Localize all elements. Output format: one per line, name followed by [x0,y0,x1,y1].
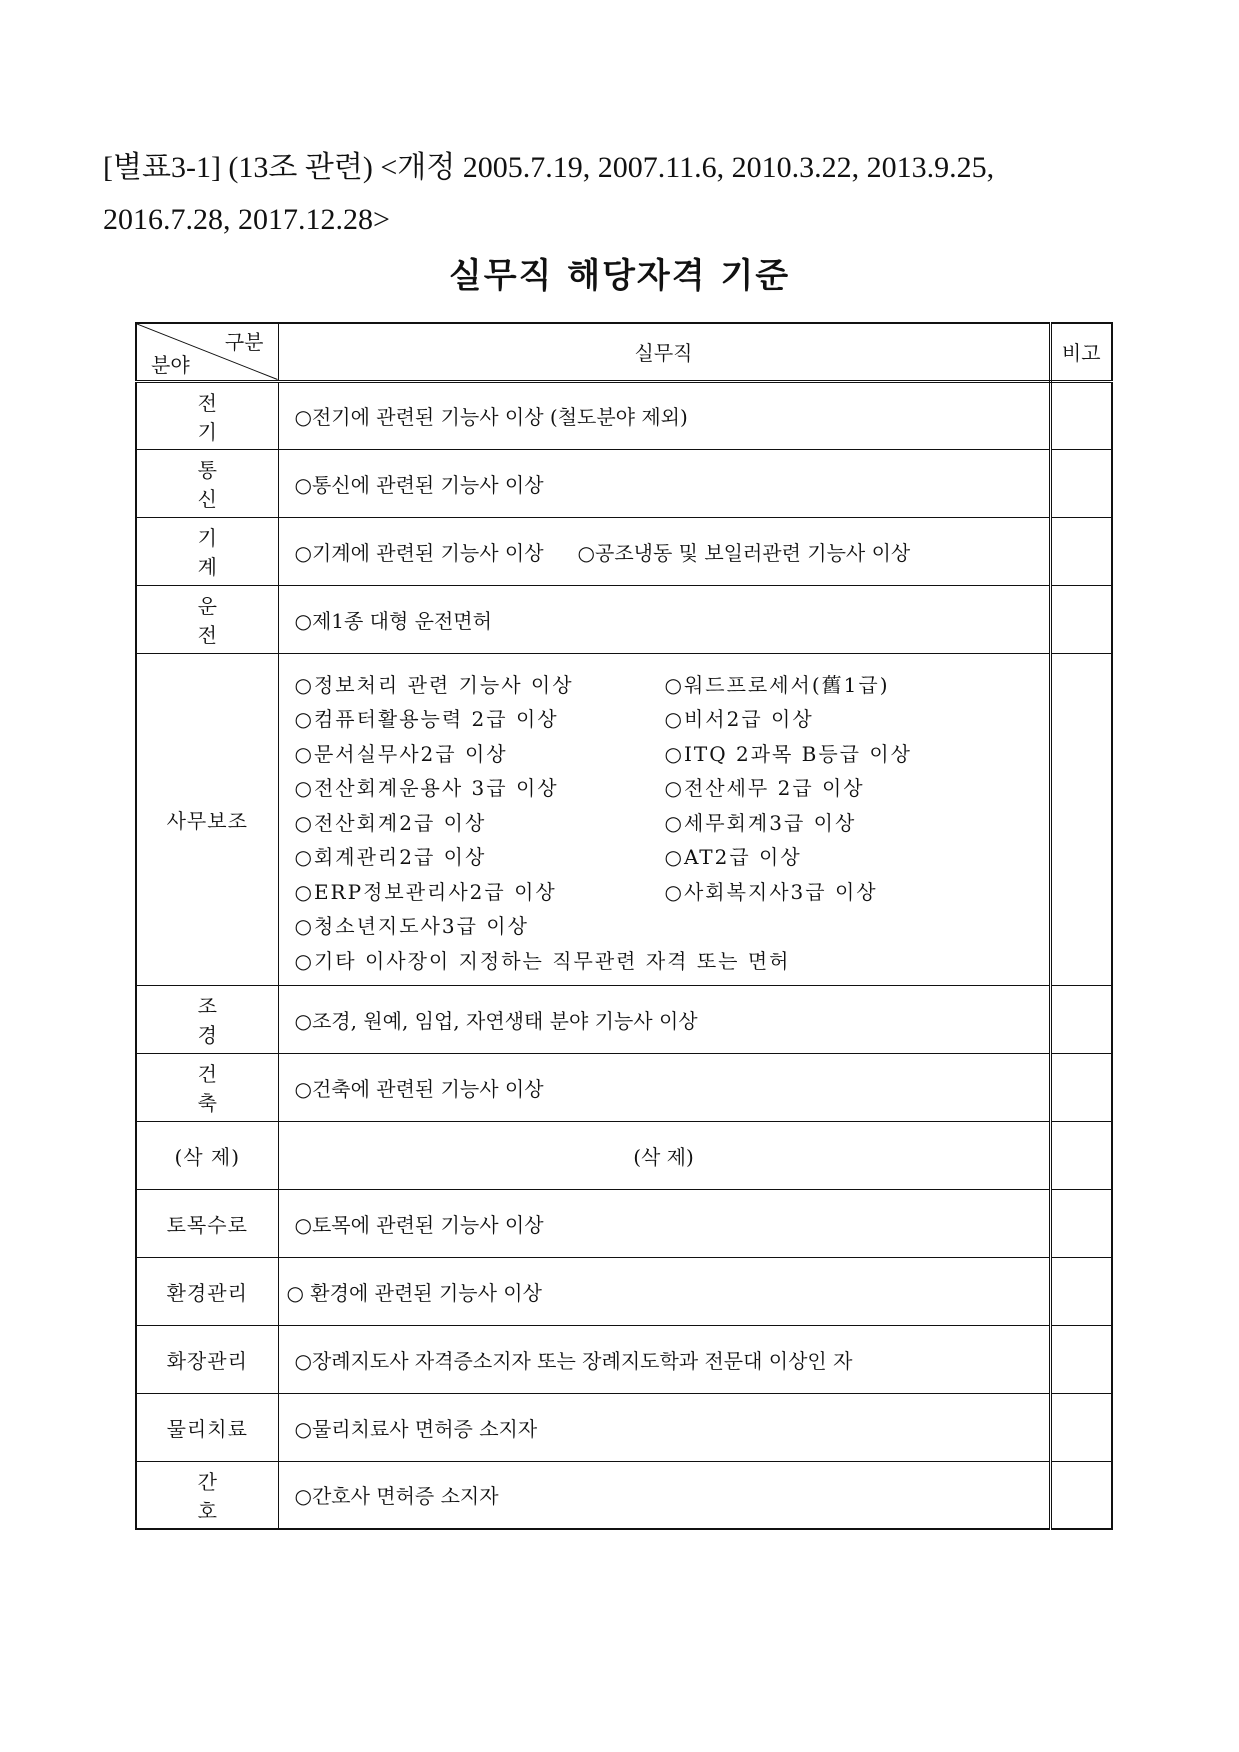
qualification-item: ○전산회계운용사 3급 이상 [294,776,559,800]
qualification-item: ○청소년지도사3급 이상 [294,914,529,938]
qualification-item: ○ERP정보관리사2급 이상 [294,879,557,904]
field-cell: 조경 [136,985,278,1053]
field-cell: 운전 [136,585,278,653]
document-title: 실무직 해당자격 기준 [448,256,791,296]
qualification-cell: ○제1종 대형 운전면허 [278,585,1050,653]
qualification-cell: ○조경, 원예, 임업, 자연생태 분야 기능사 이상 [278,985,1050,1053]
qualification-item: ○문서실무사2급 이상 [294,741,508,766]
qualification-item: ○ITQ 2과목 B등급 이상 [664,741,913,766]
qualification-item: ○AT2급 이상 [664,845,802,869]
table-row [136,449,1112,517]
qualification-item: ○컴퓨터활용능력 2급 이상 [294,707,559,731]
field-cell: (삭 제) [136,1121,278,1189]
table-row [136,381,1112,449]
table-row [136,1189,1112,1257]
field-cell: 사무보조 [136,653,278,985]
table-header-row [136,323,1112,381]
note-cell [1050,585,1112,653]
qualification-item: ○전산회계2급 이상 [294,810,487,835]
note-cell [1050,985,1112,1053]
field-cell: 환경관리 [136,1257,278,1325]
note-cell [1050,1257,1112,1325]
qualification-standards-table [135,322,1113,1530]
note-cell [1050,517,1112,585]
qualification-item: ○전산세무 2급 이상 [664,776,865,800]
qualification-cell: ○간호사 면허증 소지자 [278,1461,1050,1529]
category-header-label: 구분 [224,330,264,354]
qualification-item: ○공조냉동 및 보일러관련 기능사 이상 [577,540,911,565]
qualification-item: ○정보처리 관련 기능사 이상 [294,672,574,697]
regulation-header-line-2: 2016.7.28, 2017.12.28> [103,203,390,236]
qualification-item: ○기타 이사장이 지정하는 직무관련 자격 또는 면허 [294,948,791,973]
note-cell [1050,1121,1112,1189]
qualification-cell: ○통신에 관련된 기능사 이상 [278,449,1050,517]
qualification-cell: ○ 환경에 관련된 기능사 이상 [278,1257,1050,1325]
qualification-cell: ○장례지도사 자격증소지자 또는 장례지도학과 전문대 이상인 자 [278,1325,1050,1393]
qualification-item: ○세무회계3급 이상 [664,810,857,835]
qualification-cell: ○건축에 관련된 기능사 이상 [278,1053,1050,1121]
table-row [136,1053,1112,1121]
job-header-cell: 실무직 [278,323,1050,381]
note-cell [1050,449,1112,517]
note-cell [1050,381,1112,449]
qualification-item: ○비서2급 이상 [664,707,814,731]
field-header-label: 분야 [151,352,190,377]
note-header-cell: 비고 [1050,323,1112,381]
note-cell [1050,1461,1112,1529]
table-row [136,1393,1112,1461]
field-cell: 전기 [136,381,278,449]
qualification-cell [278,653,1050,985]
qualification-list [295,668,1049,979]
qualification-item: ○기계에 관련된 기능사 이상 [294,540,544,565]
table-row [136,1325,1112,1393]
table-row [136,1461,1112,1529]
qualification-item: ○회계관리2급 이상 [294,845,487,869]
qualification-cell: (삭 제) [278,1121,1050,1189]
note-cell [1050,653,1112,985]
qualification-item: ○사회복지사3급 이상 [664,879,878,904]
field-cell: 통신 [136,449,278,517]
qualification-cell: ○전기에 관련된 기능사 이상 (철도분야 제외) [278,381,1050,449]
table-row [136,1257,1112,1325]
note-cell [1050,1325,1112,1393]
diagonal-header-cell [136,323,278,381]
field-cell: 기계 [136,517,278,585]
note-cell [1050,1189,1112,1257]
table-row [136,1121,1112,1189]
table-row [136,585,1112,653]
qualification-cell: ○물리치료사 면허증 소지자 [278,1393,1050,1461]
table-row [136,985,1112,1053]
field-cell: 화장관리 [136,1325,278,1393]
field-cell: 토목수로 [136,1189,278,1257]
qualification-cell: ○토목에 관련된 기능사 이상 [278,1189,1050,1257]
table-row [136,517,1112,585]
qualification-item: ○워드프로세서(舊1급) [664,672,890,697]
qualification-cell [278,517,1050,585]
regulation-header-line-1: [별표3-1] (13조 관련) <개정 2005.7.19, 2007.11.6, 2010.3.22, 2013.9.25, [103,151,995,184]
table-row [136,653,1112,985]
note-cell [1050,1053,1112,1121]
field-cell: 물리치료 [136,1393,278,1461]
field-cell: 간호 [136,1461,278,1529]
note-cell [1050,1393,1112,1461]
field-cell: 건축 [136,1053,278,1121]
